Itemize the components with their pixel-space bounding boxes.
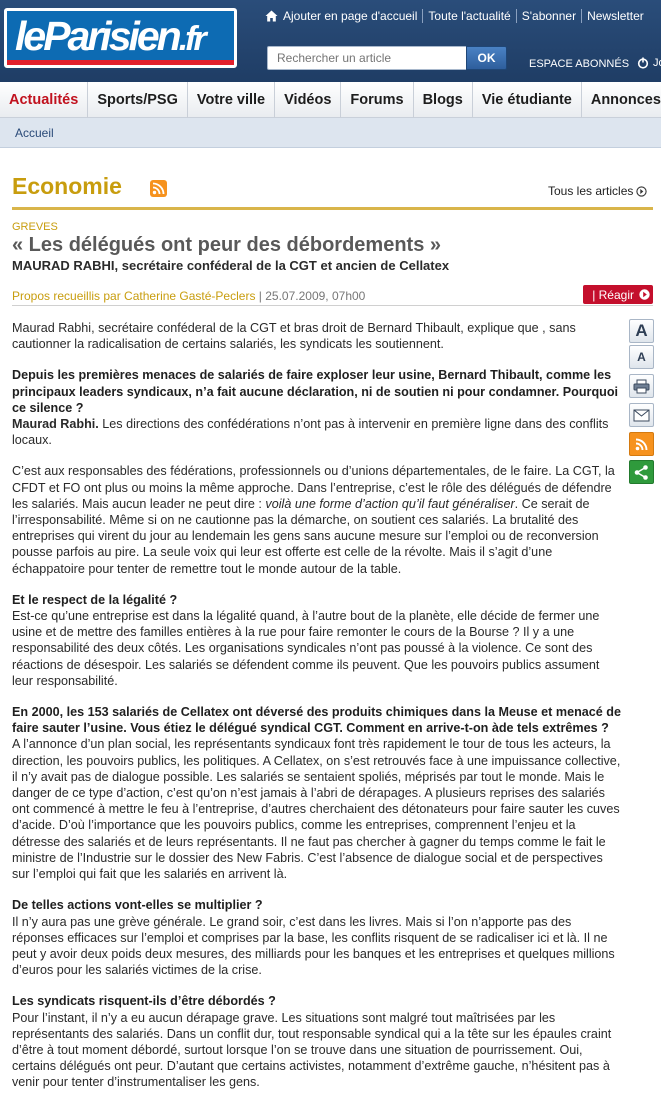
answer-text: Est-ce qu’une entreprise est dans la légalité quand, à l’autre bout de la planète, elle décide de fermer une usine et de mettre des familles entières à la rue pour faire remonter le cours de la Bourse ? Il y a une responsabilité des deux côtés. Les organisations syndicales n’ont pas poussé à la violence. Ce sont des réactions de désespoir. Les salariés se défendent comme ils peuvent. Que les pouvoirs publics assument leur responsabilité. [12, 609, 600, 688]
top-links [265, 7, 649, 25]
all-articles-label: Tous les articles [548, 184, 634, 198]
logo-wordmark [15, 13, 204, 60]
logo-main: leParisien [15, 13, 179, 59]
nav-item-annonces[interactable]: Annonces [590, 92, 661, 108]
print-icon [633, 379, 650, 394]
article-author: Propos recueillis par Catherine Gasté-Peclers [12, 289, 256, 303]
article-headline: « Les délégués ont peur des débordements » [12, 234, 442, 256]
email-icon [633, 409, 650, 422]
qa-block [12, 993, 622, 1090]
site-header [0, 0, 665, 82]
nav-item-blogs[interactable]: Blogs [414, 82, 473, 118]
main-nav [0, 82, 661, 118]
byline-text [12, 289, 365, 303]
nav-item-actualites[interactable]: Actualités [0, 82, 88, 118]
search-button[interactable]: OK [466, 46, 507, 70]
subscribe-link[interactable]: S'abonner [517, 9, 582, 23]
share-icon [633, 464, 650, 481]
font-smaller-glyph: A [637, 350, 646, 364]
paragraph-text: C’est aux responsables des fédérations, professionnels ou d’unions départementales, de le faire. La CGT, la CFDT et FO ont plus ou moins la même approche. Dans l’entreprise, c’est le rôle des délégués de défendre les salariés. Mais aucun leader ne peut dire : [12, 464, 615, 511]
article-date: | 25.07.2009, 07h00 [258, 289, 366, 303]
font-smaller-button[interactable] [629, 345, 654, 369]
font-larger-glyph: A [635, 321, 648, 340]
paragraph-text: . Ce serait de l’irresponsabilité. Même si on ne cautionne pas la démarche, on soutient ces salariés. La brutalité des entreprises qui virent du jour au lendemain les gens sans aucune mesure sur l’emploi ou de reconversion pousse parfois au pire. La seule voix qui leur est offerte est celle de la révolte. Mais il s’agit d’une échappatoire pour tenter de remettre tout le monde autour de la table. [12, 496, 599, 576]
answer-text: Pour l’instant, il n’y a eu aucun dérapage grave. Les situations sont malgré tout maîtrisées par les représentants des salariés. Dans un conflit dur, tout responsable syndical qui a la tête sur les épaules craint d’être à tout moment débordé, surtout lorsque l’on se trouve dans une situation de pourrissement. Oui, certains délégués ont peur. D’autant que certains activistes, notamment d’extrême gauche, n’hésitent pas à venir pour tenter d’instrumentaliser les gens. [12, 1010, 612, 1090]
article-body [12, 320, 622, 1106]
login-link[interactable] [637, 57, 665, 69]
nav-item-videos[interactable]: Vidéos [275, 82, 341, 118]
question-text: Et le respect de la légalité ? [12, 592, 178, 607]
article-category[interactable]: GREVES [12, 221, 58, 233]
qa-block [12, 367, 622, 448]
rss-button[interactable] [629, 432, 654, 456]
logo-tld: .fr [178, 20, 204, 58]
print-button[interactable] [629, 374, 654, 398]
nav-item-votre-ville[interactable]: Votre ville [188, 82, 275, 118]
power-icon [637, 57, 649, 69]
login-label: Jo [653, 57, 665, 69]
section-rss-icon[interactable] [150, 180, 167, 197]
answer-text: Il n’y aura pas une grève générale. Le grand soir, c’est dans les livres. Mais si l’on n’apporte pas des réponses efficaces sur l’emploi et comprises par la base, les conflits risquent de se radicaliser ici et là. Il ne peut y avoir deux poids deux mesures, des milliards pour les banques et les entreprises et quelques millions d’euros pour les salariés victimes de la crise. [12, 914, 615, 978]
home-icon [265, 10, 278, 22]
nav-item-sports-psg[interactable]: Sports/PSG [88, 82, 188, 118]
article-byline [12, 285, 653, 306]
qa-block [12, 704, 622, 882]
breadcrumb [0, 118, 661, 148]
subscriber-space-link[interactable]: ESPACE ABONNÉS [529, 58, 630, 70]
nav-item-forums[interactable]: Forums [341, 82, 413, 118]
search-form [267, 46, 507, 70]
play-circle-icon [639, 289, 650, 300]
interviewee-name: Maurad Rabhi. [12, 417, 99, 432]
logo-stripe [7, 60, 234, 65]
question-text: Depuis les premières menaces de salariés de faire exploser leur usine, Bernard Thibault, comme les principaux leaders syndicaux, n’a fait aucune déclaration, ni de soutien ni pour condamner. Pourquoi ce silence ? [12, 368, 619, 415]
breadcrumb-home[interactable]: Accueil [15, 126, 54, 140]
paragraph-emphasis: voilà une forme d’action qu’il faut généraliser [265, 496, 515, 511]
site-logo[interactable] [4, 8, 237, 68]
email-button[interactable] [629, 403, 654, 427]
react-button[interactable] [583, 285, 653, 304]
circle-arrow-icon [636, 186, 647, 197]
all-articles-link[interactable] [548, 184, 647, 198]
share-button[interactable] [629, 460, 654, 484]
answer-text: A l’annonce d’un plan social, les représentants syndicaux font très rapidement le tour de tous les acteurs, la direction, les pouvoirs publics, les politiques. A Cellatex, on s’est retrouvés face à une impuissance collective, il n’y avait pas de dialogue possible. Les salariés se sentaient spoliés, méprisés par tout le monde. Mais le danger de ce type d’action, c’est qu’on n’est jamais à l’abri de dérapages. A plusieurs reprises des salariés ont commencé à mettre le feu à l’entreprise, d’autres cherchaient des détonateurs pour faire sauter les cuves d’acide. D’où l’importance que les pouvoirs publics, comme les entreprises, comprennent l’enjeu et la détresse des salariés et de leurs représentants. Il ne faut pas chercher à gagner du temps comme le fait le ministre de l’Industrie sur le dossier des New Fabris. C’est l’absence de dialogue social et de perspectives sur l’emploi qui fait que les salariés en arrivent là. [12, 737, 621, 882]
add-homepage-link[interactable]: Ajouter en page d'accueil [283, 9, 423, 23]
article-paragraph [12, 463, 622, 576]
section-divider [12, 207, 653, 210]
rss-glyph [150, 180, 167, 197]
rss-icon [633, 436, 650, 453]
all-news-link[interactable]: Toute l'actualité [423, 9, 516, 23]
article-subheadline: MAURAD RABHI, secrétaire conféderal de la CGT et ancien de Cellatex [12, 258, 450, 273]
qa-block [12, 897, 622, 978]
section-title: Economie [12, 173, 122, 199]
react-label: | Réagir [592, 287, 634, 302]
newsletter-link[interactable]: Newsletter [587, 9, 644, 23]
answer-text: Les directions des confédérations n’ont pas à intervenir en première ligne dans des conflits locaux. [12, 417, 609, 448]
article-intro: Maurad Rabhi, secrétaire conféderal de la CGT et bras droit de Bernard Thibault, explique que , sans cautionner la radicalisation de certains salariés, les syndicats les soutiennent. [12, 321, 576, 352]
question-text: En 2000, les 153 salariés de Cellatex ont déversé des produits chimiques dans la Meuse et menacé de faire sauter l’usine. Vous étiez le délégué syndical CGT. Comment en arrive-t-on àde tels extrêmes ? [12, 705, 621, 736]
font-larger-button[interactable] [629, 319, 654, 343]
search-input[interactable] [267, 46, 467, 70]
question-text: Les syndicats risquent-ils d’être débordés ? [12, 994, 276, 1009]
nav-item-vie-etudiante[interactable]: Vie étudiante [473, 82, 582, 118]
qa-block [12, 592, 622, 689]
question-text: De telles actions vont-elles se multiplier ? [12, 898, 263, 913]
